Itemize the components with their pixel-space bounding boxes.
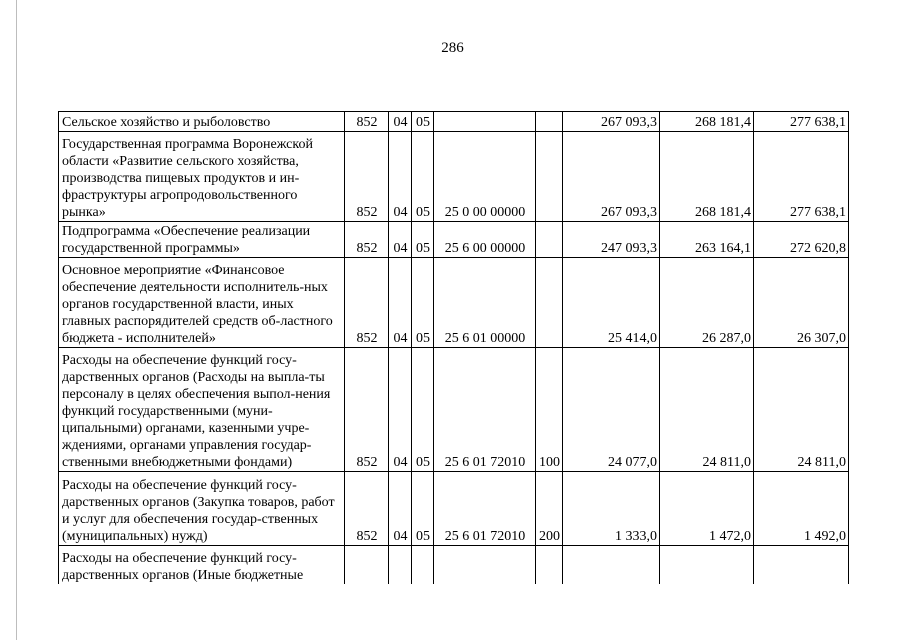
row-ved (345, 546, 389, 584)
row-rz: 04 (389, 472, 412, 546)
row-sum-2: 268 181,4 (660, 132, 754, 222)
row-name: Расходы на обеспечение функций госу-дарственных органов (Закупка товаров, работ и услуг для обеспечения государ-ственных (муниципальных) нужд) (59, 472, 345, 546)
row-vr: 100 (536, 348, 563, 472)
row-sum-3: 272 620,8 (754, 222, 849, 258)
row-ved: 852 (345, 222, 389, 258)
row-rz (389, 546, 412, 584)
row-vr (536, 258, 563, 348)
row-rz: 04 (389, 348, 412, 472)
row-pr: 05 (412, 258, 434, 348)
row-name: Расходы на обеспечение функций госу-дарственных органов (Иные бюджетные (59, 546, 345, 584)
row-sum-3: 277 638,1 (754, 132, 849, 222)
table-row (59, 348, 849, 472)
row-pr: 05 (412, 112, 434, 132)
row-name: Основное мероприятие «Финансовое обеспечение деятельности исполнитель-ных органов государственной власти, иных главных распорядителей средств об-ластного бюджета - исполнителей» (59, 258, 345, 348)
row-name: Расходы на обеспечение функций госу-дарственных органов (Расходы на выпла-ты персоналу в целях обеспечения выпол-нения функций государственными (муни-ципальными) органами, казенными учре-ждениями, органами управления государ-ственными внебюджетными фондами) (59, 348, 345, 472)
row-sum-2: 268 181,4 (660, 112, 754, 132)
row-rz: 04 (389, 132, 412, 222)
row-name: Государственная программа Воронежской области «Развитие сельского хозяйства, производства пищевых продуктов и ин-фраструктуры агропродовольственного рынка» (59, 132, 345, 222)
row-ved: 852 (345, 258, 389, 348)
row-sum-3: 277 638,1 (754, 112, 849, 132)
row-pr (412, 546, 434, 584)
row-csr: 25 6 01 00000 (434, 258, 536, 348)
row-sum-1: 1 333,0 (563, 472, 660, 546)
row-rz: 04 (389, 222, 412, 258)
row-pr: 05 (412, 472, 434, 546)
row-vr: 200 (536, 472, 563, 546)
row-sum-1: 267 093,3 (563, 132, 660, 222)
row-pr: 05 (412, 132, 434, 222)
row-sum-1: 267 093,3 (563, 112, 660, 132)
row-csr (434, 112, 536, 132)
row-ved: 852 (345, 348, 389, 472)
row-ved: 852 (345, 112, 389, 132)
row-sum-3: 24 811,0 (754, 348, 849, 472)
row-sum-1 (563, 546, 660, 584)
row-sum-1: 25 414,0 (563, 258, 660, 348)
table-row (59, 112, 849, 132)
scan-edge-line (16, 0, 17, 640)
row-rz: 04 (389, 112, 412, 132)
row-name: Сельское хозяйство и рыболовство (59, 112, 345, 132)
budget-table (58, 111, 849, 584)
row-vr (536, 132, 563, 222)
row-vr (536, 546, 563, 584)
row-name: Подпрограмма «Обеспечение реализации государственной программы» (59, 222, 345, 258)
row-pr: 05 (412, 348, 434, 472)
table-row (59, 472, 849, 546)
row-sum-2: 24 811,0 (660, 348, 754, 472)
row-vr (536, 112, 563, 132)
row-csr: 25 6 01 72010 (434, 472, 536, 546)
row-csr: 25 0 00 00000 (434, 132, 536, 222)
row-pr: 05 (412, 222, 434, 258)
row-sum-1: 247 093,3 (563, 222, 660, 258)
table-row (59, 546, 849, 584)
budget-table-body (59, 112, 849, 584)
page-number: 286 (441, 40, 464, 56)
row-rz: 04 (389, 258, 412, 348)
row-sum-2 (660, 546, 754, 584)
row-csr: 25 6 01 72010 (434, 348, 536, 472)
row-ved: 852 (345, 132, 389, 222)
row-csr: 25 6 00 00000 (434, 222, 536, 258)
table-row (59, 258, 849, 348)
row-ved: 852 (345, 472, 389, 546)
table-row (59, 132, 849, 222)
row-sum-2: 1 472,0 (660, 472, 754, 546)
row-sum-3: 1 492,0 (754, 472, 849, 546)
row-sum-2: 263 164,1 (660, 222, 754, 258)
row-vr (536, 222, 563, 258)
row-sum-2: 26 287,0 (660, 258, 754, 348)
table-row (59, 222, 849, 258)
row-sum-1: 24 077,0 (563, 348, 660, 472)
row-sum-3 (754, 546, 849, 584)
row-csr (434, 546, 536, 584)
row-sum-3: 26 307,0 (754, 258, 849, 348)
